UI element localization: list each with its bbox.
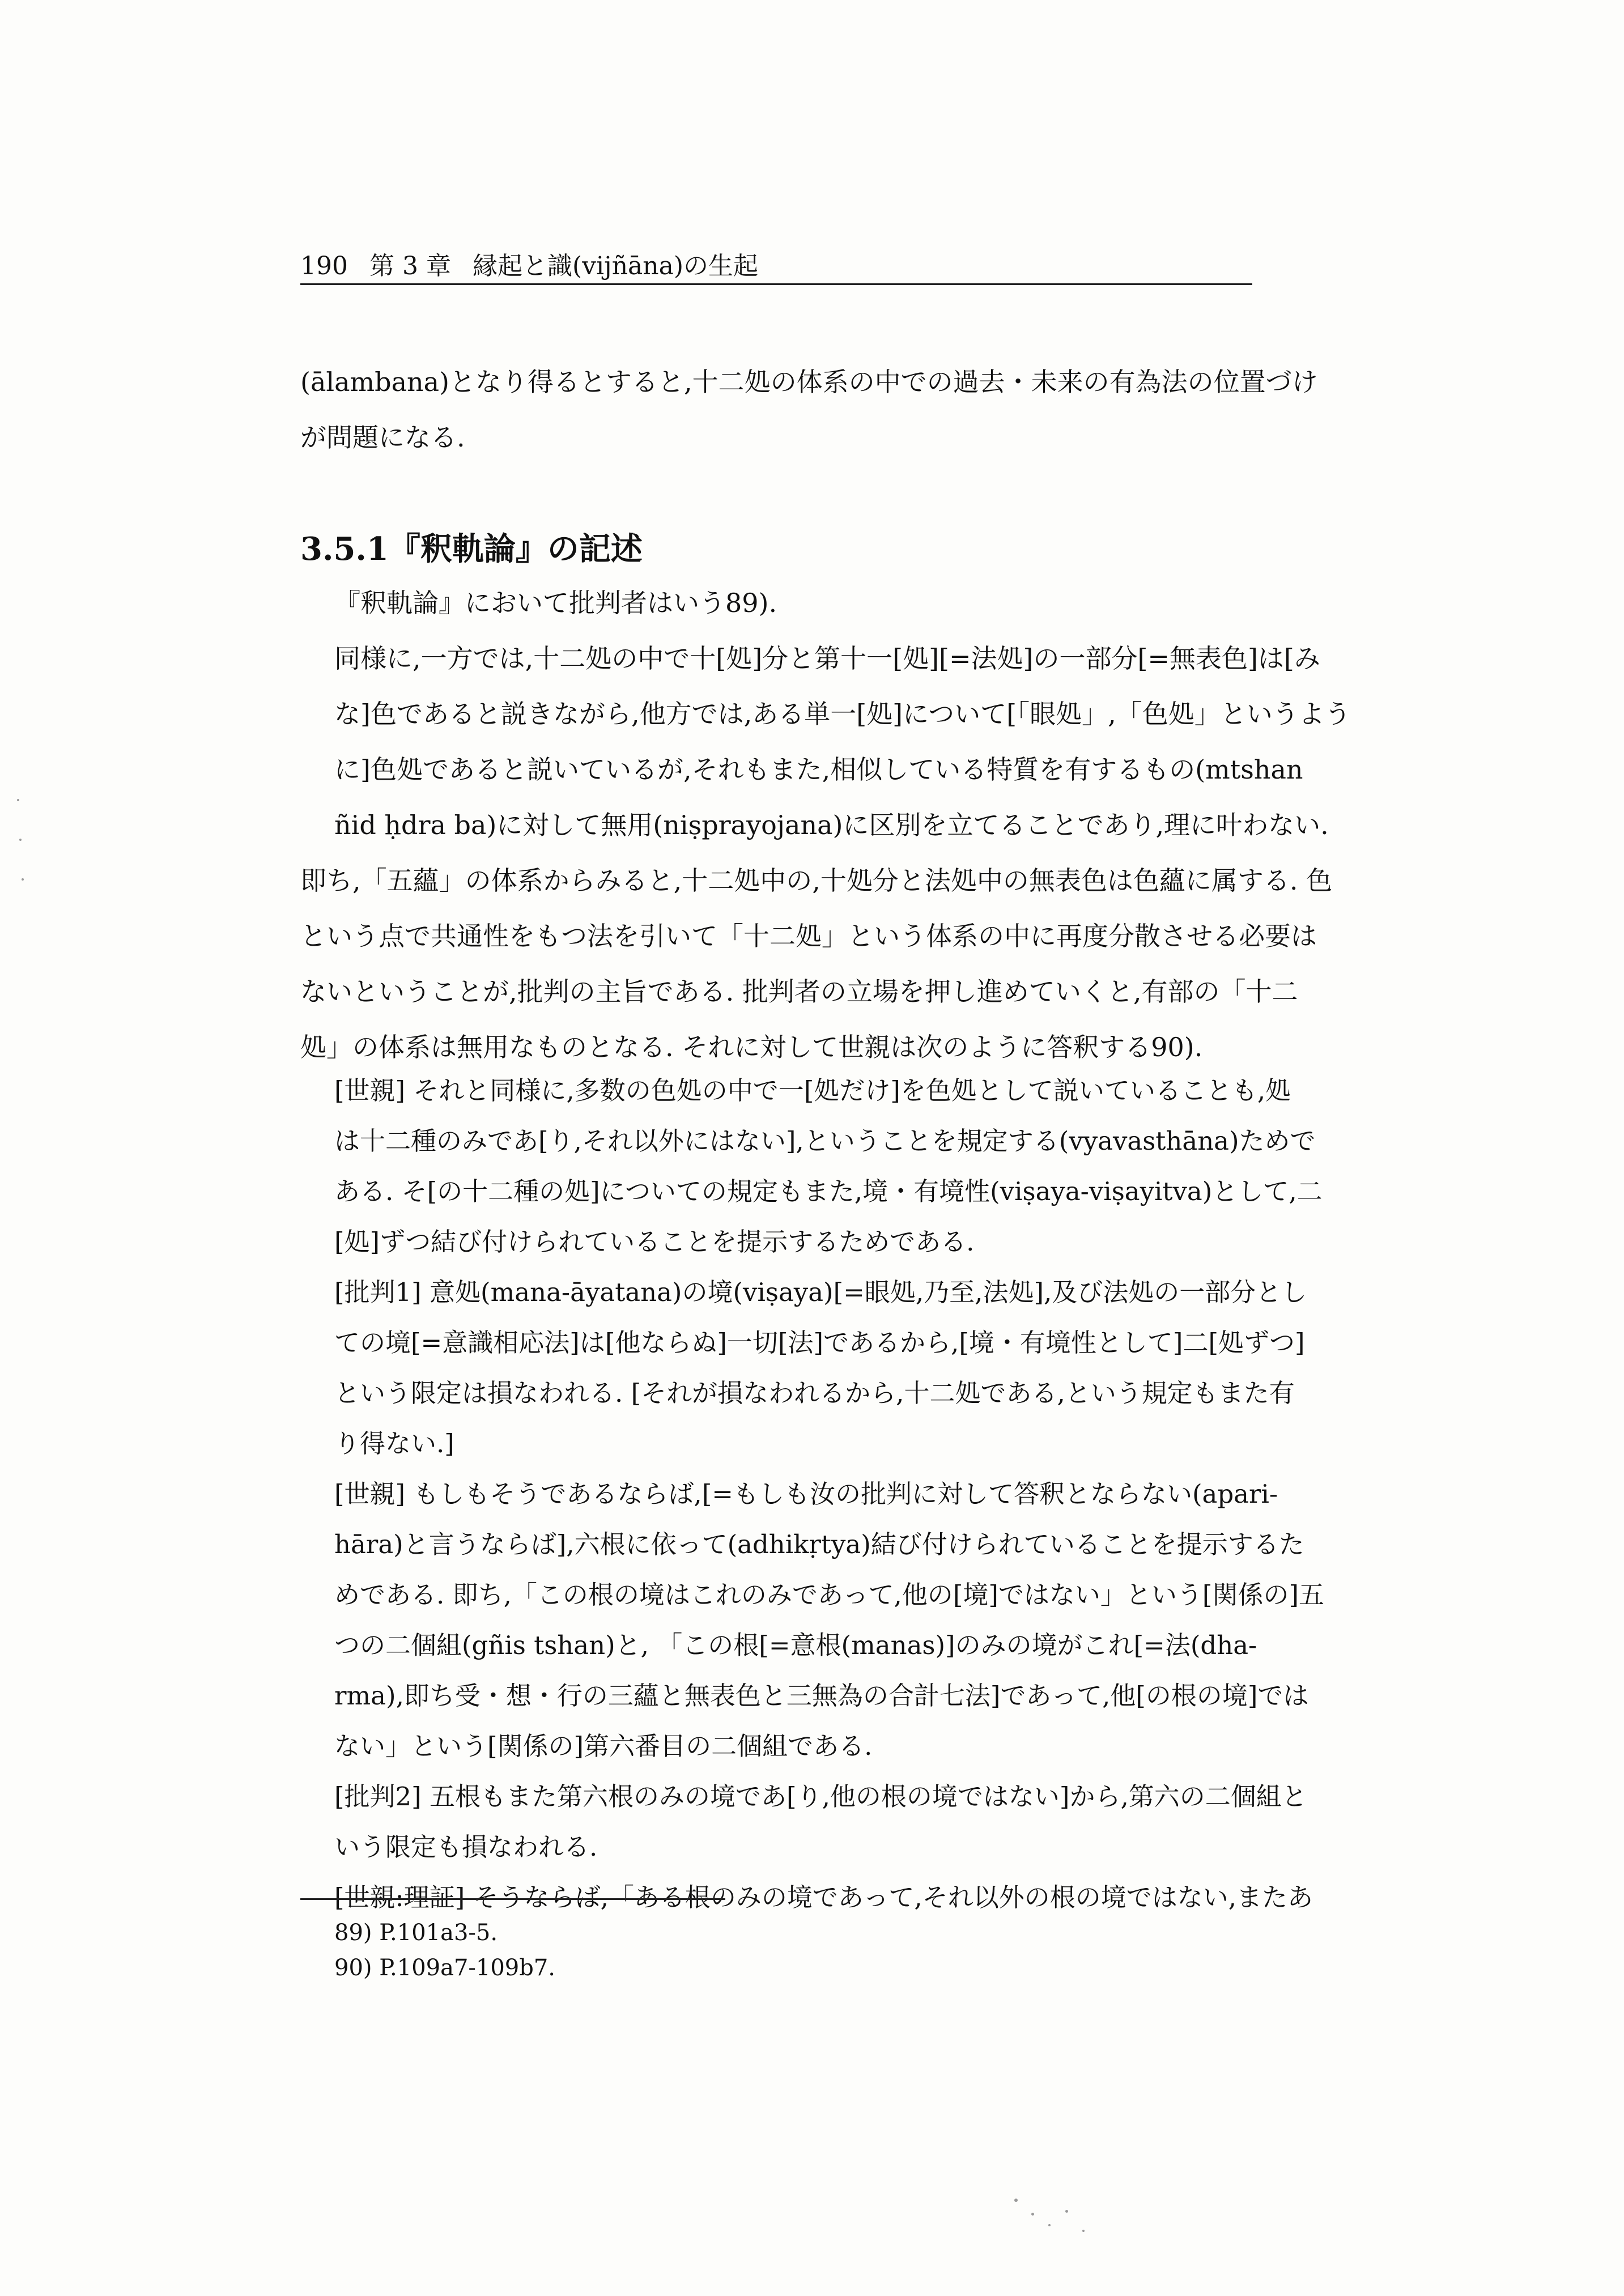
quote-line: ての境[=意識相応法]は[他ならぬ]一切[法]であるから,[境・有境性として]二[処ずつ] bbox=[334, 1328, 1305, 1358]
text-line: ないということが,批判の主旨である. 批判者の立場を押し進めていくと,有部の「十二 bbox=[300, 976, 1298, 1007]
text-line: に]色処であると説いているが,それもまた,相似している特質を有するもの(mtshan bbox=[334, 754, 1303, 785]
text-line: 即ち,「五蘊」の体系からみると,十二処中の,十処分と法処中の無表色は色蘊に属する. 色 bbox=[300, 865, 1333, 896]
scan-noise bbox=[17, 799, 19, 801]
quote-line: めである. 即ち,「この根の境はこれのみであって,他の[境]ではない」という[関係の]五 bbox=[334, 1580, 1324, 1610]
quote-line: いう限定も損なわれる. bbox=[334, 1832, 598, 1862]
text-line: ñid ḥdra ba)に対して無用(niṣprayojana)に区別を立てることであり,理に叶わない. bbox=[334, 810, 1329, 840]
text-line: 同様に,一方では,十二処の中で十[処]分と第十一[処][=法処]の一部分[=無表色]は[み bbox=[334, 643, 1320, 674]
page-number: 190 bbox=[300, 252, 348, 280]
text-line: な]色であると説きながら,他方では,ある単一[処]について[「眼処」,「色処」というよう bbox=[334, 699, 1351, 729]
quote-line: [処]ずつ結び付けられていることを提示するためである. bbox=[334, 1227, 975, 1257]
quote-line: [批判2] 五根もまた第六根のみの境であ[り,他の根の境ではない]から,第六の二個組と bbox=[334, 1781, 1307, 1812]
footnotes bbox=[334, 1915, 555, 1985]
scan-noise bbox=[22, 878, 24, 881]
scan-noise bbox=[1031, 2213, 1034, 2216]
text-line: 『釈軌論』において批判者はいう89). bbox=[334, 588, 777, 618]
text-line: が問題になる. bbox=[300, 422, 465, 453]
scan-noise bbox=[1048, 2224, 1051, 2226]
scan-noise bbox=[1065, 2210, 1068, 2213]
running-header bbox=[300, 249, 1252, 285]
quote-line: という限定は損なわれる. [それが損なわれるから,十二処である,という規定もまた有 bbox=[334, 1378, 1295, 1408]
quote-line: [世親] もしもそうであるならば,[=もしも汝の批判に対して答釈とならない(apari- bbox=[334, 1479, 1278, 1509]
quote-line: [世親] それと同様に,多数の色処の中で一[処だけ]を色処として説いていることも,処 bbox=[334, 1075, 1291, 1106]
footnote-90: 90) P.109a7-109b7. bbox=[334, 1955, 556, 1981]
intro-paragraph bbox=[300, 354, 1320, 465]
chapter-title: 縁起と識(vijñāna)の生起 bbox=[472, 252, 758, 280]
section-heading: 3.5.1『釈軌論』の記述 bbox=[300, 530, 643, 568]
quote-line: り得ない.] bbox=[334, 1428, 454, 1459]
scan-noise bbox=[1014, 2199, 1018, 2202]
quote-line: つの二個組(gñis tshan)と, 「この根[=意根(manas)]のみの境がこれ[=法(dha- bbox=[334, 1630, 1257, 1660]
text-line: という点で共通性をもつ法を引いて「十二処」という体系の中に再度分散させる必要は bbox=[300, 921, 1317, 951]
text-line: 処」の体系は無用なものとなる. それに対して世親は次のように答釈する90). bbox=[300, 1032, 1203, 1062]
footnote-89: 89) P.101a3-5. bbox=[334, 1920, 498, 1946]
quote-line: は十二種のみであ[り,それ以外にはない],ということを規定する(vyavasthāna)ためで bbox=[334, 1126, 1316, 1156]
scan-noise bbox=[1082, 2230, 1085, 2232]
quote-line: rma),即ち受・想・行の三蘊と無表色と三無為の合計七法]であって,他[の根の境]では bbox=[334, 1681, 1309, 1711]
quote-line: hāra)と言うならば],六根に依って(adhikṛtya)結び付けられていることを提示するた bbox=[334, 1529, 1304, 1559]
footnote-divider bbox=[300, 1898, 725, 1900]
scan-noise bbox=[19, 839, 22, 841]
section-body bbox=[300, 575, 1351, 1075]
chapter-label: 第 3 章 bbox=[369, 252, 451, 280]
quote-line: ある. そ[の十二種の処]についての規定もまた,境・有境性(viṣaya-viṣayitva)として,二 bbox=[334, 1176, 1323, 1206]
dialogue-quote bbox=[334, 1065, 1324, 1923]
text-line: (ālambana)となり得るとすると,十二処の体系の中での過去・未来の有為法の位置づけ bbox=[300, 367, 1318, 397]
quote-line: ない」という[関係の]第六番目の二個組である. bbox=[334, 1731, 873, 1761]
quote-line: [批判1] 意処(mana-āyatana)の境(viṣaya)[=眼処,乃至,法処],及び法処の一部分とし bbox=[334, 1277, 1307, 1307]
quote-line: [世親:理証] そうならば,「ある根のみの境であって,それ以外の根の境ではない,またあ bbox=[334, 1882, 1313, 1912]
